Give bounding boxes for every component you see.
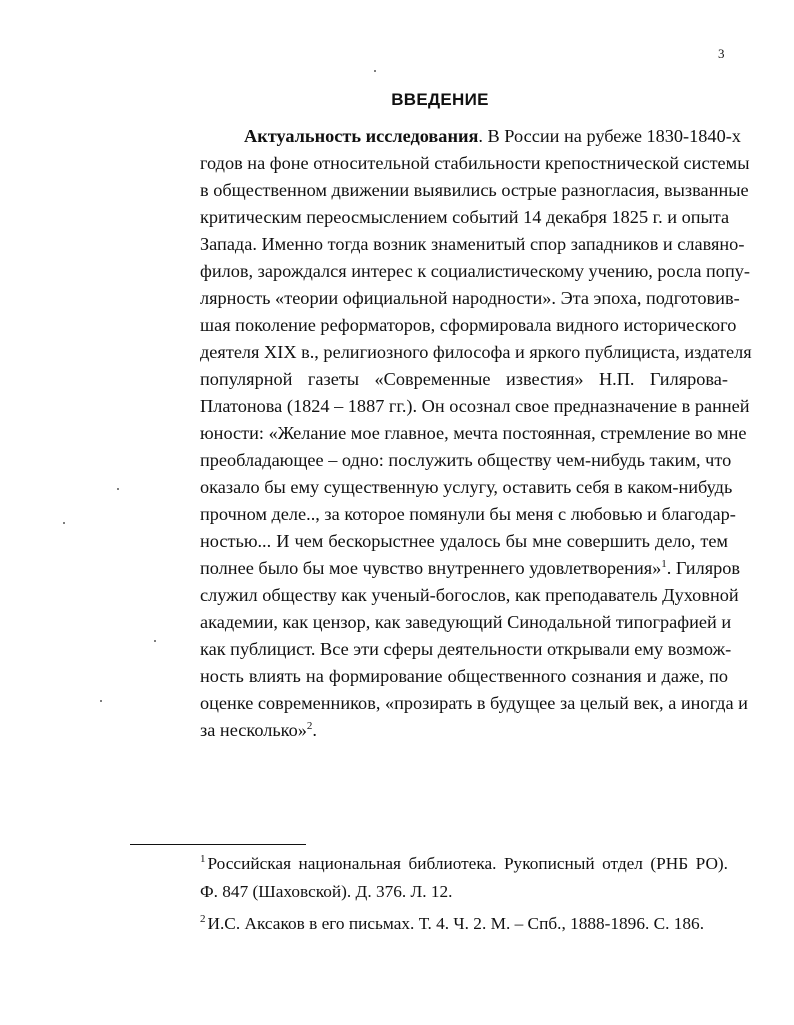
text-line: ностью... И чем бескорыстнее удалось бы мне совершить дело, тем [200,531,728,551]
text-line: ность влиять на формирование общественного сознания и даже, по [200,666,728,686]
scan-speck [100,700,102,702]
section-title: ВВЕДЕНИЕ [391,90,489,109]
page-number: 3 [718,46,725,61]
scan-speck [117,488,119,490]
text-segment: полнее было бы мое чувство внутреннего удовлетворения» [200,558,662,578]
lead-rest: . В России на рубеже 1830-1840-х [478,126,741,146]
text-line: филов, зарождался интерес к социалистическому учению, росла попу- [200,261,750,281]
footnote-separator [130,844,306,845]
text-line: деятеля XIX в., религиозного философа и яркого публициста, издателя [200,342,752,362]
text-line: юности: «Желание мое главное, мечта постоянная, стремление во мне [200,423,747,443]
text-line [200,556,741,580]
footnote-ref-2[interactable]: 2 [306,719,313,732]
footnote-number: 2 [200,913,206,926]
scan-speck [154,640,156,642]
text-line: в общественном движении выявились острые разногласия, вызванные [200,180,749,200]
text-line [244,124,741,148]
footnote-number: 1 [200,853,206,866]
text-line: прочном деле.., за которое помянули бы меня с любовью и благодар- [200,504,736,524]
text-line: Платонова (1824 – 1887 гг.). Он осознал свое предназначение в ранней [200,396,750,416]
scan-speck [63,522,65,524]
lead-phrase: Актуальность исследования [244,126,479,146]
text-line: Запада. Именно тогда возник знаменитый спор западников и славяно- [200,234,745,254]
text-segment: . Гиляров [666,558,741,578]
text-line: лярность «теории официальной народности». Эта эпоха, подготовив- [200,288,740,308]
text-line: служил обществу как ученый-богослов, как преподаватель Духовной [200,585,739,605]
text-line: критическим переосмыслением событий 14 декабря 1825 г. и опыта [200,207,730,227]
text-line-last [200,718,728,742]
scan-speck [374,70,376,72]
footnote-1-line-1 [200,852,728,876]
footnote-2-line-1 [200,912,728,936]
footnote-ref-1[interactable]: 1 [661,557,667,570]
text-line: как публицист. Все эти сферы деятельности открывали ему возмож- [200,639,732,659]
text-line: оценке современников, «прозирать в будущее за целый век, а иногда и [200,693,748,713]
text-line: годов на фоне относительной стабильности крепостнической системы [200,153,750,173]
text-line: академии, как цензор, как заведующий Синодальной типографией и [200,612,732,632]
footnote-1-line-2: Ф. 847 (Шаховской). Д. 376. Л. 12. [200,882,453,901]
text-line: популярной газеты «Современные известия» Н.П. Гилярова- [200,369,728,389]
footnote-text: Российская национальная библиотека. Рукописный отдел (РНБ РО). [207,854,728,873]
text-segment: . [312,720,317,740]
text-line: шая поколение реформаторов, сформировала видного исторического [200,315,737,335]
text-segment: за несколько» [200,720,307,740]
footnote-text: И.С. Аксаков в его письмах. Т. 4. Ч. 2. М. – Спб., 1888-1896. С. 186. [207,914,705,933]
text-line: оказало бы ему существенную услугу, оставить себя в каком-нибудь [200,477,733,497]
text-line: преобладающее – одно: послужить обществу чем-нибудь таким, что [200,450,732,470]
